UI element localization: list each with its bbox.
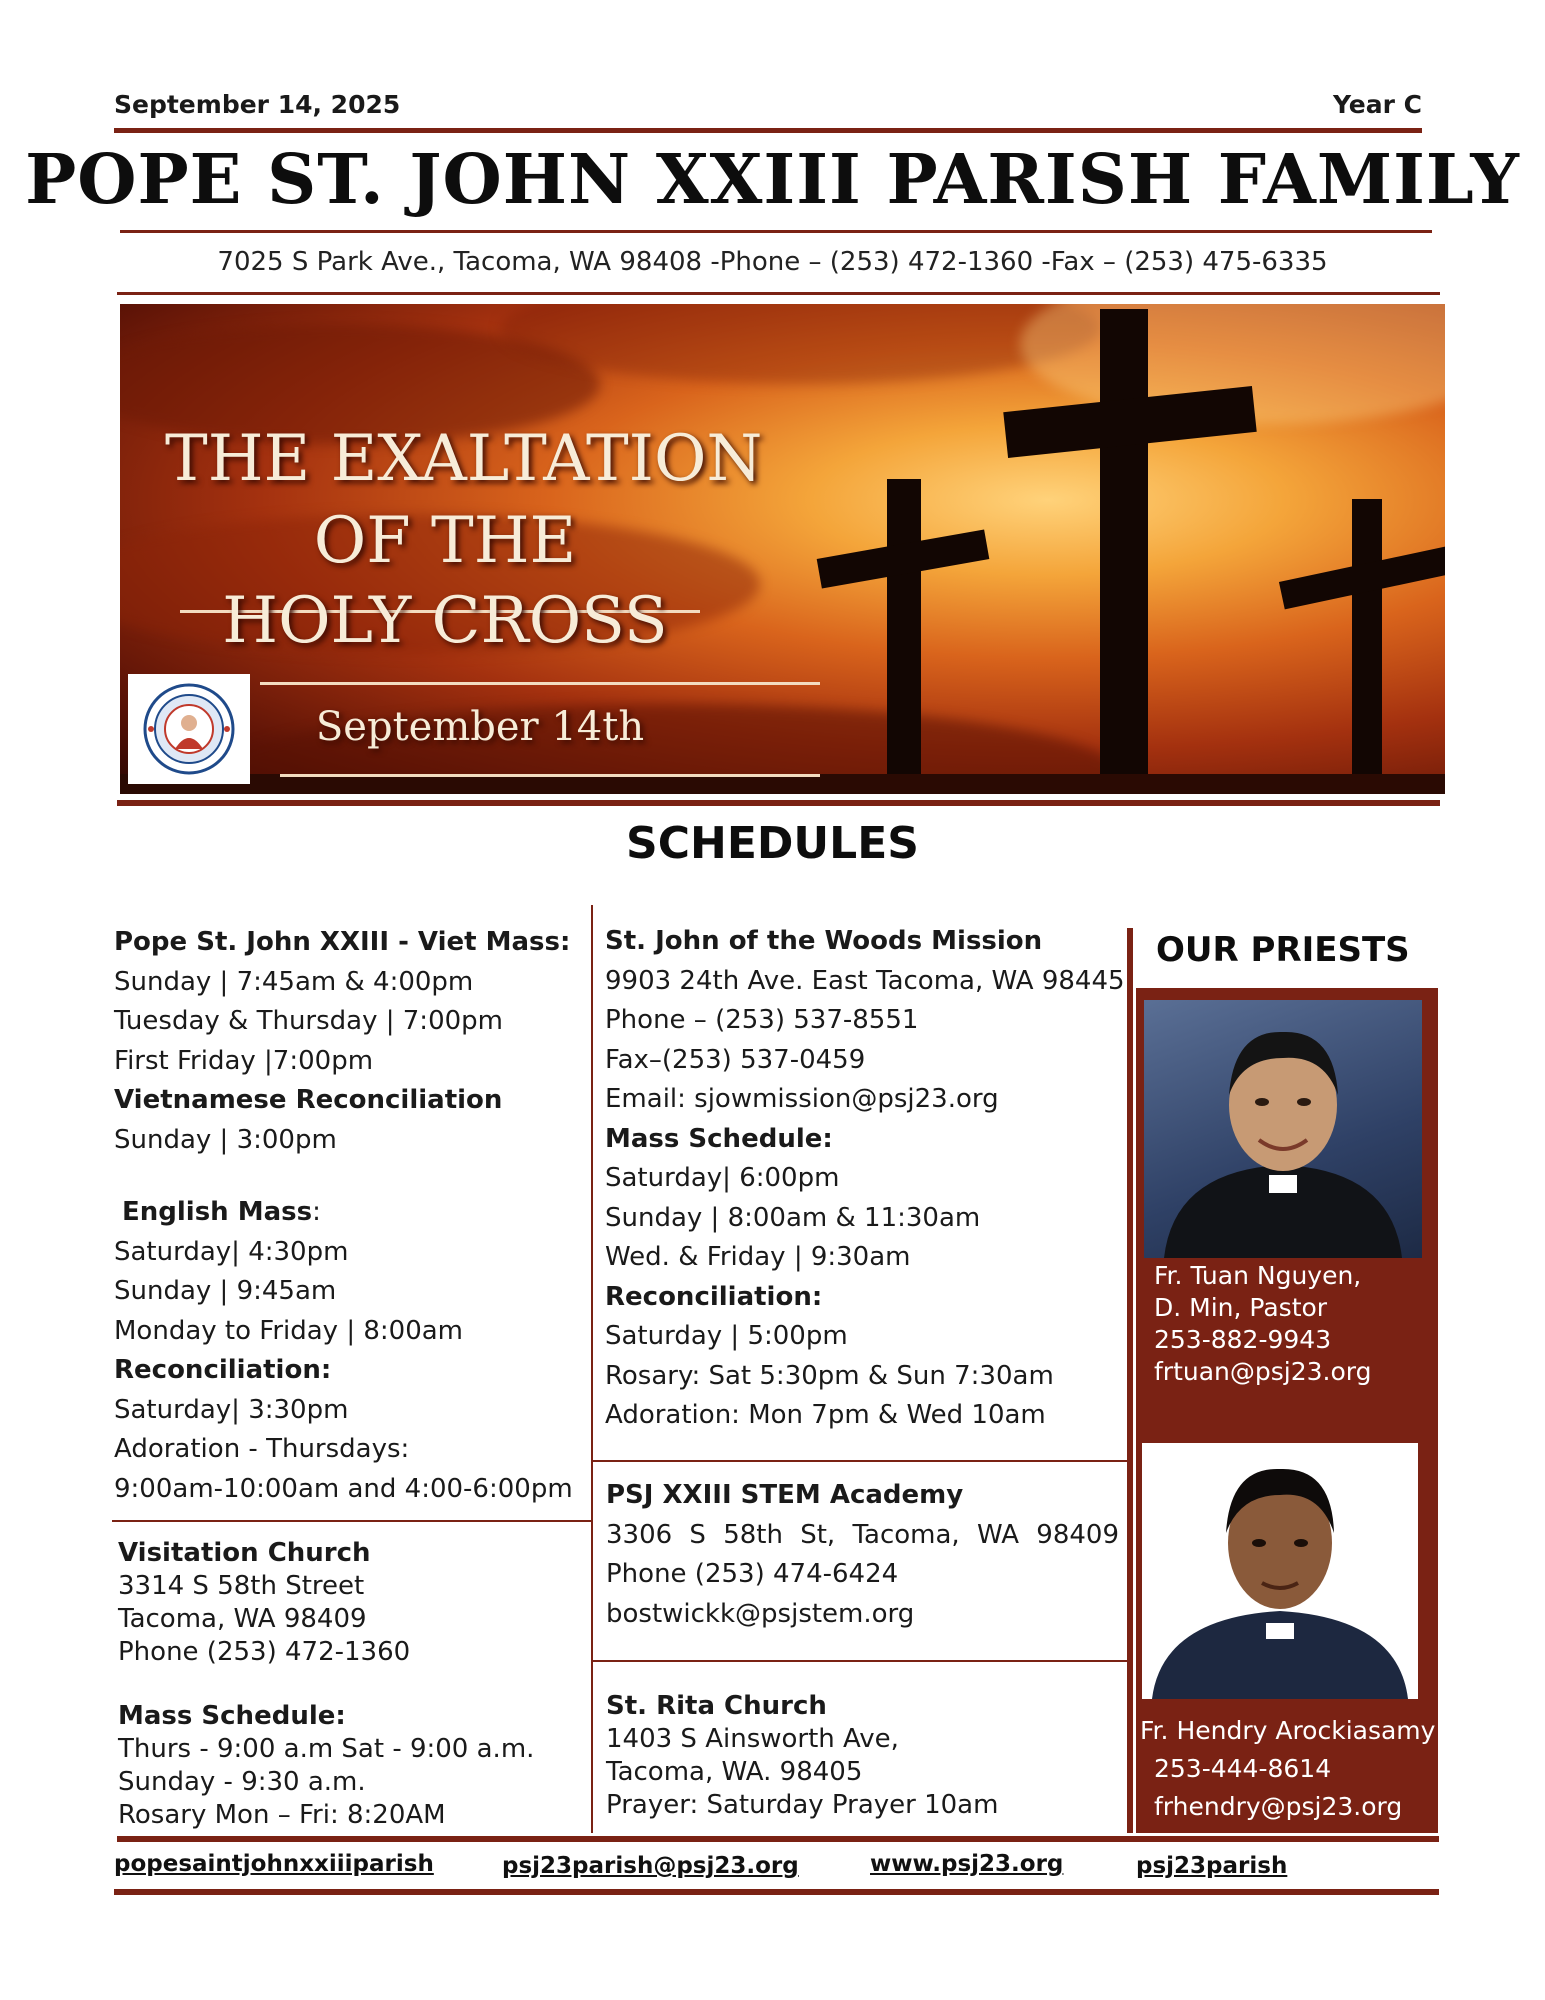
banner-line-3: HOLY CROSS [222,584,668,658]
adoration-line: 9:00am-10:00am and 4:00-6:00pm [114,1473,573,1504]
english-mass-heading: English Mass [122,1197,313,1227]
banner-rule [117,800,1440,806]
st-rita-church [606,1690,998,1822]
column-divider-1 [591,905,593,1833]
visitation-line: Tacoma, WA 98409 [118,1604,367,1634]
sjow-mass-heading: Mass Schedule: [605,1123,833,1154]
priest-1-title: D. Min, Pastor [1154,1293,1328,1322]
sjow-mass-line: Saturday| 6:00pm [605,1163,840,1193]
col2-section-divider-1 [591,1460,1127,1462]
priest-photo-2 [1142,1443,1418,1699]
stem-line: 3306 S 58th St, Tacoma, WA 98409 [606,1519,1119,1550]
sjow-adoration-line: Adoration: Mon 7pm & Wed 10am [605,1400,1046,1430]
stem-email: bostwickk@psjstem.org [606,1598,915,1629]
banner-line-1: THE EXALTATION [165,422,763,496]
english-mass-heading-row [114,1193,573,1233]
viet-reconciliation-line: Sunday | 3:00pm [114,1124,337,1155]
footer-rule-top [117,1836,1439,1842]
visitation-mass-heading: Mass Schedule: [118,1701,346,1731]
rita-line: 1403 S Ainsworth Ave, [606,1724,899,1754]
viet-reconciliation-heading: Vietnamese Reconciliation [114,1085,503,1115]
rita-line: Prayer: Saturday Prayer 10am [606,1790,999,1820]
footer-website-link[interactable]: www.psj23.org [870,1851,1064,1877]
priest-photo-1 [1144,1000,1422,1258]
english-mass-line: Sunday | 9:45am [114,1276,337,1306]
priest-1-phone: 253-882-9943 [1154,1325,1332,1354]
parish-address: 7025 S Park Ave., Tacoma, WA 98408 -Phone – (253) 472-1360 -Fax – (253) 475-6335 [217,247,1328,277]
sjow-line: 9903 24th Ave. East Tacoma, WA 98445 [605,965,1125,996]
column-1 [114,923,573,1509]
visitation-line: Phone (253) 472-1360 [118,1637,411,1667]
stem-line: Phone (253) 474-6424 [606,1559,899,1589]
rita-heading: St. Rita Church [606,1691,827,1721]
priest-1-info [1154,1260,1372,1388]
priest-1-email: frtuan@psj23.org [1154,1357,1372,1386]
sjow-mass-line: Wed. & Friday | 9:30am [605,1242,911,1272]
footer-social-link[interactable]: psj23parish [1136,1853,1288,1879]
page-title: POPE ST. JOHN XXIII PARISH FAMILY [25,140,1520,220]
sjow-line: Phone – (253) 537-8551 [605,1005,919,1035]
english-mass-line: Saturday| 4:30pm [114,1236,349,1267]
adoration-line: Adoration - Thursdays: [114,1434,410,1464]
visitation-mass-line: Rosary Mon – Fri: 8:20AM [118,1800,446,1830]
sjow-reconciliation-heading: Reconciliation: [605,1281,823,1312]
visitation-mass-line: Sunday - 9:30 a.m. [118,1767,366,1797]
english-mass-colon: : [312,1197,321,1227]
col2-section-divider-2 [591,1660,1127,1662]
header-rule-mid [120,230,1432,233]
reconciliation-heading: Reconciliation: [114,1355,332,1385]
viet-mass-line: Tuesday & Thursday | 7:00pm [114,1006,503,1036]
schedules-heading: SCHEDULES [626,818,919,869]
visitation-heading: Visitation Church [118,1538,371,1568]
footer-facebook-link[interactable]: popesaintjohnxxiiiparish [114,1851,434,1877]
sjow-reconciliation-line: Saturday | 5:00pm [605,1321,848,1351]
viet-mass-line: First Friday |7:00pm [114,1045,374,1076]
stem-academy [606,1476,1119,1634]
parish-logo [128,674,250,784]
header-rule-top [114,128,1422,133]
col1-section-divider [112,1520,592,1522]
priest-2-name: Fr. Hendry Arockiasamy [1140,1716,1436,1745]
feast-banner [120,304,1445,794]
issue-date: September 14, 2025 [114,90,401,119]
column-2 [605,922,1125,1436]
banner-date: September 14th [315,704,645,750]
sjow-email: Email: sjowmission@psj23.org [605,1084,999,1114]
footer-rule-bottom [114,1889,1439,1895]
stem-heading: PSJ XXIII STEM Academy [606,1480,964,1510]
viet-mass-heading: Pope St. John XXIII - Viet Mass: [114,927,571,957]
footer-email-link[interactable]: psj23parish@psj23.org [502,1853,799,1879]
priests-panel [1132,928,1438,1833]
banner-divider-mid [260,682,820,685]
parish-seal-icon [141,681,237,777]
liturgical-year: Year C [1332,90,1422,119]
sjow-mass-line: Sunday | 8:00am & 11:30am [605,1202,981,1233]
banner-divider-bottom [280,774,820,777]
reconciliation-line: Saturday| 3:30pm [114,1394,349,1425]
priest-2-phone: 253-444-8614 [1154,1754,1332,1783]
sjow-line: Fax–(253) 537-0459 [605,1044,866,1075]
visitation-church [118,1537,534,1832]
viet-mass-line: Sunday | 7:45am & 4:00pm [114,966,474,997]
priest-1-name: Fr. Tuan Nguyen, [1154,1261,1362,1290]
sjow-heading: St. John of the Woods Mission [605,926,1043,956]
our-priests-heading: OUR PRIESTS [1156,930,1410,970]
portrait-icon [1144,1000,1422,1258]
banner-line-2: OF THE [313,504,577,578]
priest-2-email: frhendry@psj23.org [1154,1792,1403,1821]
header-rule-bottom [117,292,1440,295]
visitation-line: 3314 S 58th Street [118,1571,365,1601]
portrait-icon [1142,1443,1418,1699]
rita-line: Tacoma, WA. 98405 [606,1757,863,1787]
visitation-mass-line: Thurs - 9:00 a.m Sat - 9:00 a.m. [118,1734,535,1764]
priest-2-info [1140,1712,1435,1826]
sjow-rosary-line: Rosary: Sat 5:30pm & Sun 7:30am [605,1360,1054,1391]
english-mass-line: Monday to Friday | 8:00am [114,1315,464,1346]
